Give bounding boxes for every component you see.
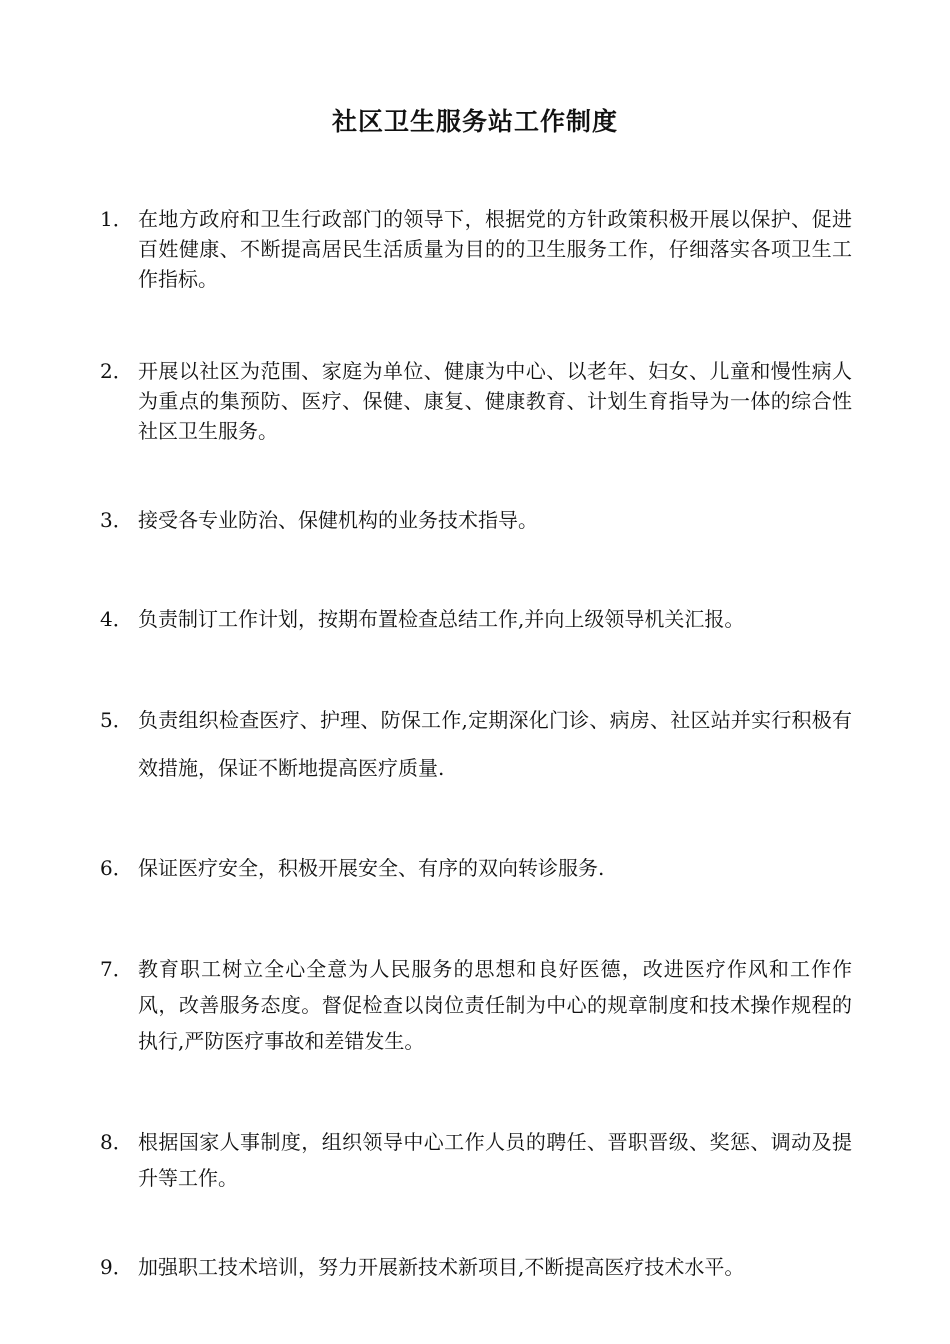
list-item	[100, 951, 852, 1059]
document-title: 社区卫生服务站工作制度	[331, 107, 618, 136]
list-item	[100, 696, 852, 792]
item-number: 8．	[100, 1130, 133, 1154]
list-item	[100, 1124, 852, 1196]
item-number: 6．	[100, 856, 133, 880]
item-text: 根据国家人事制度，组织领导中心工作人员的聘任、晋职晋级、奖惩、调动及提升等工作。	[138, 1130, 852, 1190]
item-number: 4．	[100, 607, 133, 631]
item-text: 教育职工树立全心全意为人民服务的思想和良好医德，改进医疗作风和工作作风，改善服务态度。督促检查以岗位责任制为中心的规章制度和技术操作规程的执行,严防医疗事故和差错发生。	[138, 957, 852, 1053]
item-number: 5．	[100, 708, 133, 732]
item-number: 3．	[100, 508, 133, 532]
item-text: 保证医疗安全，积极开展安全、有序的双向转诊服务.	[138, 856, 605, 880]
item-text: 加强职工技术培训，努力开展新技术新项目,不断提高医疗技术水平。	[138, 1255, 745, 1279]
item-text: 负责组织检查医疗、护理、防保工作,定期深化门诊、病房、社区站并实行积极有效措施，保证不断地提高医疗质量.	[138, 708, 852, 780]
item-number: 1．	[100, 207, 133, 231]
item-text: 负责制订工作计划，按期布置检查总结工作,并向上级领导机关汇报。	[138, 607, 745, 631]
list-item	[100, 1252, 852, 1282]
list-item	[100, 204, 852, 294]
list-item	[100, 356, 852, 446]
item-text: 在地方政府和卫生行政部门的领导下，根据党的方针政策积极开展以保护、促进百姓健康、不断提高居民生活质量为目的的卫生服务工作，仔细落实各项卫生工作指标。	[138, 207, 852, 291]
item-text: 开展以社区为范围、家庭为单位、健康为中心、以老年、妇女、儿童和慢性病人为重点的集预防、医疗、保健、康复、健康教育、计划生育指导为一体的综合性社区卫生服务。	[138, 359, 852, 443]
list-item	[100, 604, 852, 634]
item-text: 接受各专业防治、保健机构的业务技术指导。	[138, 508, 538, 532]
list-item	[100, 505, 852, 535]
item-number: 2．	[100, 359, 133, 383]
item-number: 9．	[100, 1255, 133, 1279]
list-item	[100, 853, 852, 883]
item-number: 7．	[100, 957, 133, 981]
